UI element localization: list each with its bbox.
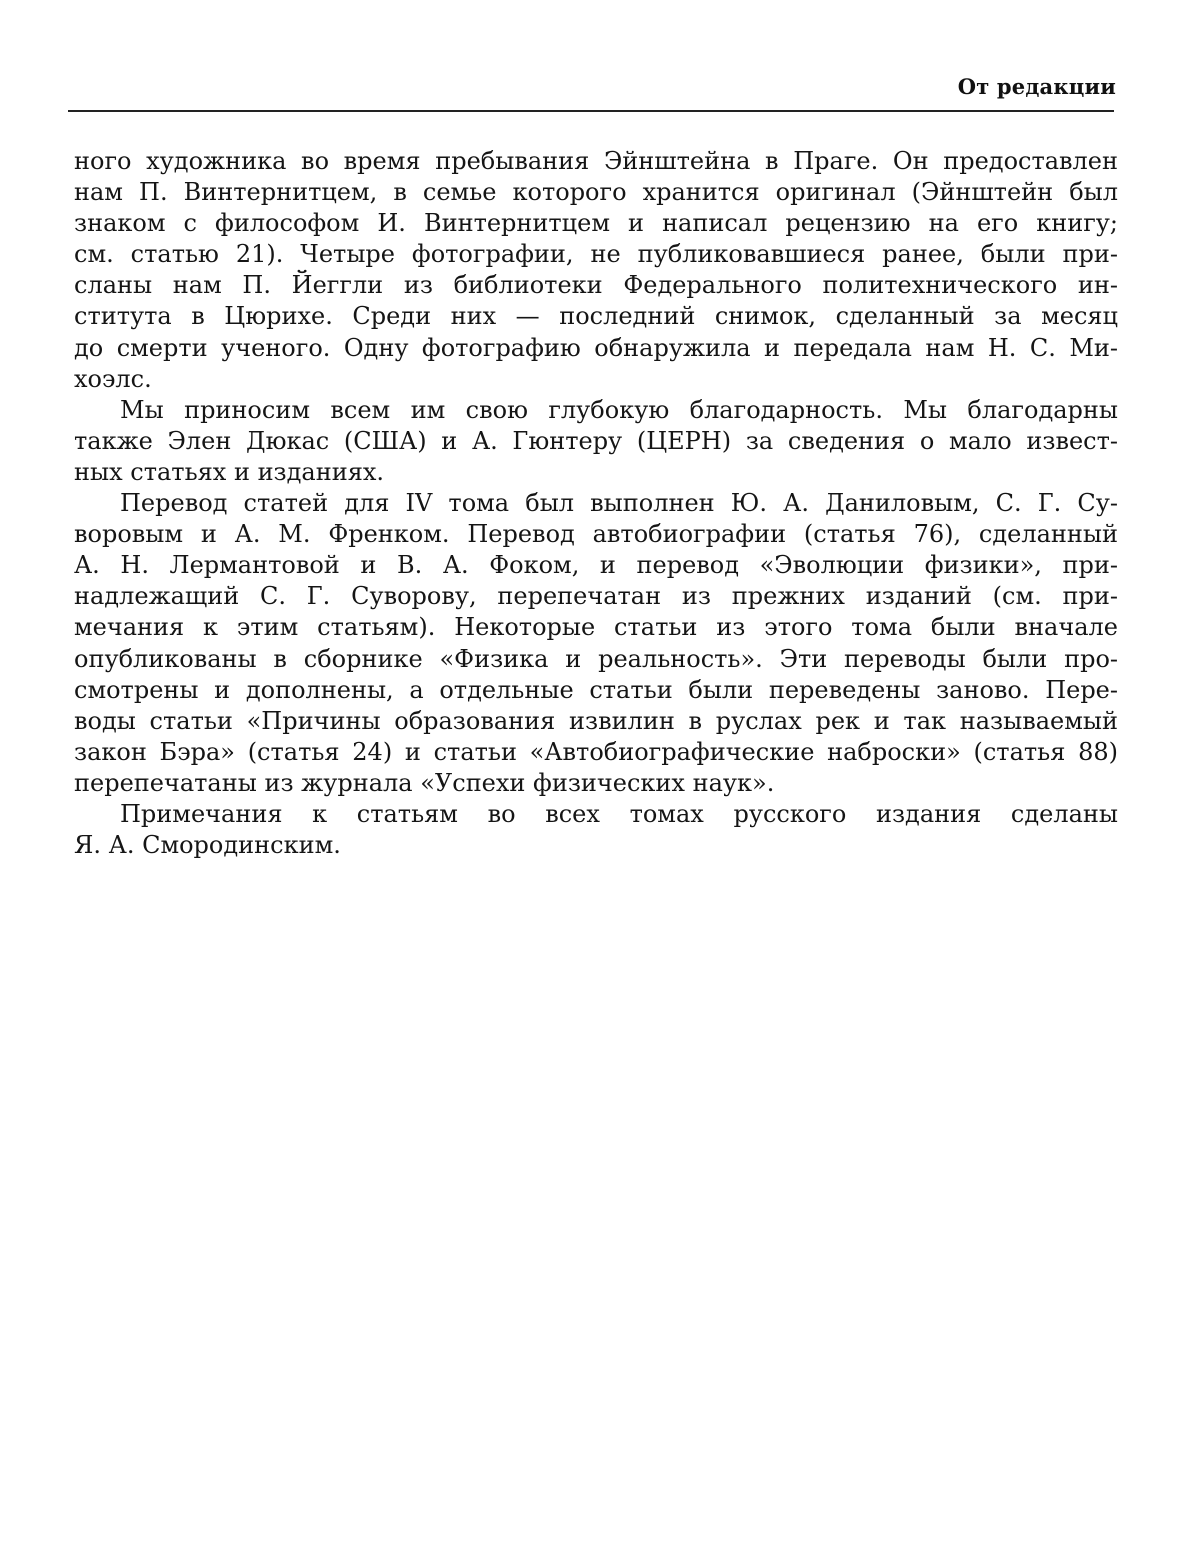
paragraph-4	[74, 799, 1118, 861]
text-line: Я. А. Смородинским.	[74, 830, 1118, 861]
text-line: опубликованы в сборнике «Физика и реальность». Эти переводы были про-	[74, 644, 1118, 675]
text-line: Примечания к статьям во всех томах русского издания сделаны	[74, 799, 1118, 830]
text-line: А. Н. Лермантовой и В. А. Фоком, и перевод «Эволюции физики», при-	[74, 550, 1118, 581]
text-line: закон Бэра» (статья 24) и статьи «Автобиографические наброски» (статья 88)	[74, 737, 1118, 768]
text-line: Перевод статей для IV тома был выполнен Ю. А. Даниловым, С. Г. Су-	[74, 488, 1118, 519]
paragraph-1	[74, 146, 1118, 395]
text-line: воды статьи «Причины образования извилин в руслах рек и так называемый	[74, 706, 1118, 737]
text-line: ных статьях и изданиях.	[74, 457, 1118, 488]
body-text	[74, 146, 1118, 861]
text-line: хоэлс.	[74, 364, 1118, 395]
text-line: мечания к этим статьям). Некоторые статьи из этого тома были вначале	[74, 612, 1118, 643]
text-line: до смерти ученого. Одну фотографию обнаружила и передала нам Н. С. Ми-	[74, 333, 1118, 364]
text-line: надлежащий С. Г. Суворову, перепечатан из прежних изданий (см. при-	[74, 581, 1118, 612]
text-line: ного художника во время пребывания Эйнштейна в Праге. Он предоставлен	[74, 146, 1118, 177]
text-line: воровым и А. М. Френком. Перевод автобиографии (статья 76), сделанный	[74, 519, 1118, 550]
paragraph-3	[74, 488, 1118, 799]
running-head: От редакции	[958, 74, 1116, 99]
text-line: нам П. Винтернитцем, в семье которого хранится оригинал (Эйнштейн был	[74, 177, 1118, 208]
text-line: ститута в Цюрихе. Среди них — последний снимок, сделанный за месяц	[74, 301, 1118, 332]
text-line: смотрены и дополнены, а отдельные статьи были переведены заново. Пере-	[74, 675, 1118, 706]
text-line: знаком с философом И. Винтернитцем и написал рецензию на его книгу;	[74, 208, 1118, 239]
text-line: сланы нам П. Йеггли из библиотеки Федерального политехнического ин-	[74, 270, 1118, 301]
paragraph-2	[74, 395, 1118, 488]
text-line: см. статью 21). Четыре фотографии, не публиковавшиеся ранее, были при-	[74, 239, 1118, 270]
text-line: также Элен Дюкас (США) и А. Гюнтеру (ЦЕРН) за сведения о мало извест-	[74, 426, 1118, 457]
header-rule	[68, 110, 1114, 112]
text-line: перепечатаны из журнала «Успехи физических наук».	[74, 768, 1118, 799]
text-line: Мы приносим всем им свою глубокую благодарность. Мы благодарны	[74, 395, 1118, 426]
